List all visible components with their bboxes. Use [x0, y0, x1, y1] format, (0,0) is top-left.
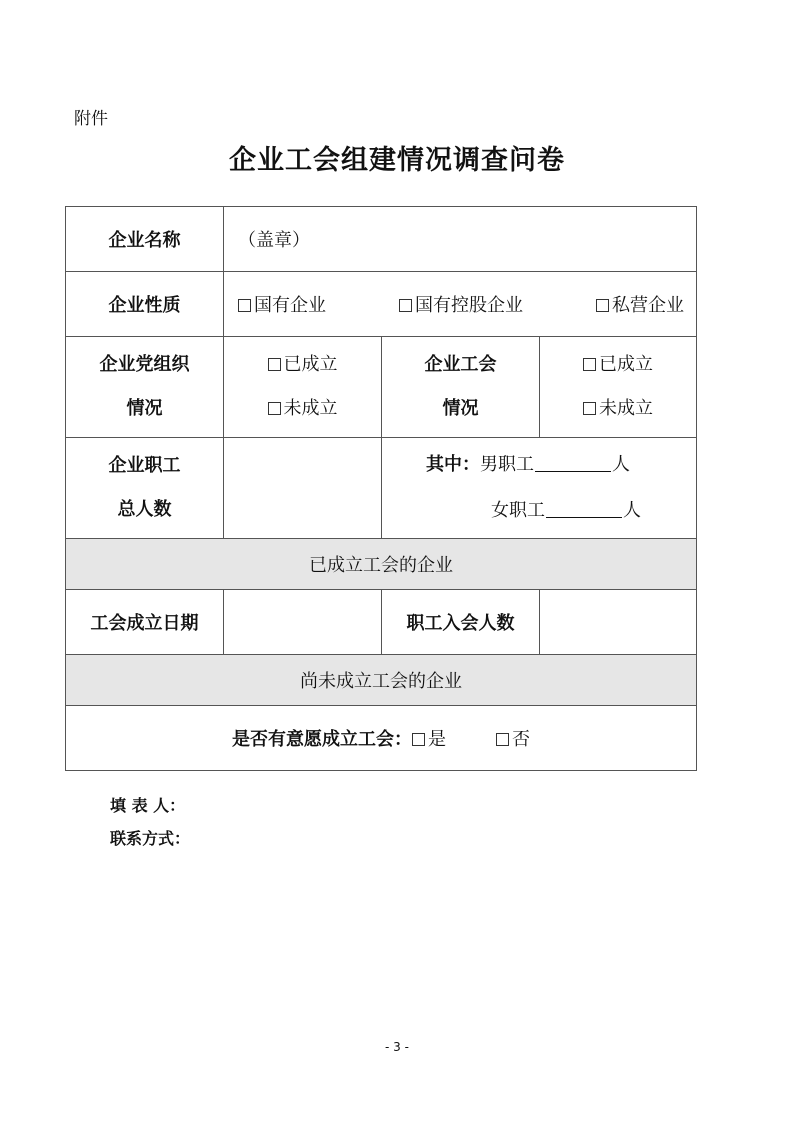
nature-option-state-controlled[interactable]: 国有控股企业	[399, 291, 523, 317]
company-nature-label: 企业性质	[66, 272, 224, 337]
row-willingness	[66, 706, 697, 771]
members-count-label: 职工入会人数	[382, 590, 540, 655]
page-title: 企业工会组建情况调查问卷	[229, 145, 565, 176]
page-number: - 3 -	[385, 1040, 409, 1054]
row-party-union-status	[66, 337, 697, 438]
not-established-section-header: 尚未成立工会的企业	[66, 655, 697, 706]
party-option-established[interactable]: 已成立	[224, 343, 381, 387]
survey-form-table	[65, 206, 697, 771]
members-count-field[interactable]	[540, 590, 697, 655]
union-option-established[interactable]: 已成立	[540, 343, 696, 387]
staff-total-label: 企业职工 总人数	[66, 438, 224, 539]
nature-option-private[interactable]: 私营企业	[596, 291, 684, 317]
row-established-section	[66, 539, 697, 590]
union-status-options	[540, 337, 697, 438]
checkbox-icon[interactable]	[412, 733, 425, 746]
filler-label: 填 表 人：	[110, 796, 186, 815]
staff-breakdown	[382, 438, 697, 539]
checkbox-icon[interactable]	[496, 733, 509, 746]
company-name-field[interactable]: （盖章）	[224, 207, 697, 272]
company-nature-options	[224, 272, 697, 337]
checkbox-icon[interactable]	[583, 358, 596, 371]
checkbox-icon[interactable]	[399, 299, 412, 312]
established-section-header: 已成立工会的企业	[66, 539, 697, 590]
row-not-established-section	[66, 655, 697, 706]
female-staff-input[interactable]	[546, 499, 622, 518]
union-date-field[interactable]	[224, 590, 382, 655]
row-staff-total	[66, 438, 697, 539]
staff-total-field[interactable]	[224, 438, 382, 539]
female-staff-line: 女职工 人	[491, 500, 641, 521]
male-staff-input[interactable]	[535, 453, 611, 472]
union-status-label: 企业工会 情况	[382, 337, 540, 438]
union-option-not-established[interactable]: 未成立	[540, 387, 696, 431]
willing-option-no[interactable]: 否	[496, 729, 530, 750]
attachment-label: 附件	[74, 109, 108, 129]
contact-label: 联系方式：	[110, 829, 191, 848]
checkbox-icon[interactable]	[596, 299, 609, 312]
row-company-name	[66, 207, 697, 272]
willingness-cell	[66, 706, 697, 771]
row-union-date-members	[66, 590, 697, 655]
male-staff-line: 其中：男职工 人	[426, 454, 630, 475]
checkbox-icon[interactable]	[268, 402, 281, 415]
company-name-label: 企业名称	[66, 207, 224, 272]
party-status-label: 企业党组织 情况	[66, 337, 224, 438]
checkbox-icon[interactable]	[583, 402, 596, 415]
union-date-label: 工会成立日期	[66, 590, 224, 655]
checkbox-icon[interactable]	[268, 358, 281, 371]
willingness-label: 是否有意愿成立工会：	[232, 729, 412, 750]
nature-option-state-owned[interactable]: 国有企业	[238, 291, 326, 317]
row-company-nature	[66, 272, 697, 337]
party-status-options	[224, 337, 382, 438]
checkbox-icon[interactable]	[238, 299, 251, 312]
willing-option-yes[interactable]: 是	[412, 729, 446, 750]
party-option-not-established[interactable]: 未成立	[224, 387, 381, 431]
